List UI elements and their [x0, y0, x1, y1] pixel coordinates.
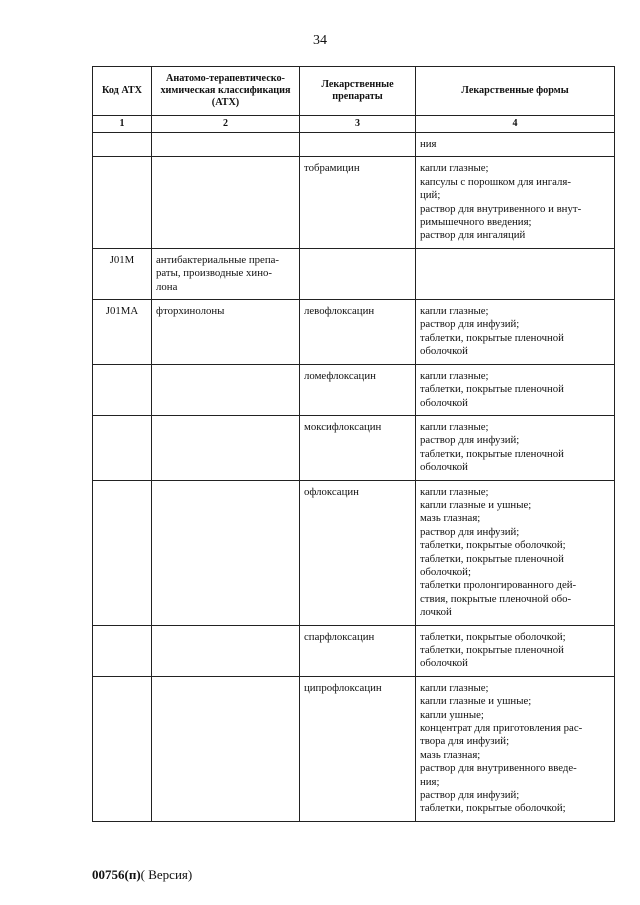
column-number: 4 [416, 116, 615, 133]
atc-code-cell [93, 133, 152, 157]
dosage-forms-cell: ния [416, 133, 615, 157]
table-header-row [93, 67, 615, 116]
atc-code-cell [93, 480, 152, 625]
column-number: 2 [152, 116, 300, 133]
dosage-forms-cell: капли глазные; капли глазные и ушные; капли ушные; концентрат для приготовления рас- твора для инфузий; мазь глазная; раствор для внутривенного введе- ния; раствор для инфузий; таблетки, покрытые оболочкой; [416, 676, 615, 821]
page-number: 34 [313, 33, 327, 48]
dosage-forms-cell: капли глазные; капсулы с порошком для ингаля- ций; раствор для внутривенного и внут- римышечного введения; раствор для ингаляций [416, 157, 615, 248]
header-dosage-forms: Лекарственные формы [416, 67, 615, 116]
atc-class-cell [152, 480, 300, 625]
column-number-row [93, 116, 615, 133]
header-atc-classification: Анатомо-терапевтическо-химическая классификация (АТХ) [152, 67, 300, 116]
drug-cell: моксифлоксацин [300, 415, 416, 480]
atc-code-cell: J01MA [93, 300, 152, 365]
atc-class-cell [152, 157, 300, 248]
atc-class-cell: фторхинолоны [152, 300, 300, 365]
table-row [93, 364, 615, 415]
drug-cell [300, 248, 416, 299]
table-row [93, 300, 615, 365]
header-atc-code: Код АТХ [93, 67, 152, 116]
table-row [93, 415, 615, 480]
drug-cell: офлоксацин [300, 480, 416, 625]
atc-class-cell [152, 676, 300, 821]
atc-code-cell: J01M [93, 248, 152, 299]
drug-cell: ломефлоксацин [300, 364, 416, 415]
drug-cell: ципрофлоксацин [300, 676, 416, 821]
document-footer [92, 867, 192, 883]
atc-class-cell [152, 364, 300, 415]
atc-class-cell: антибактериальные препа- раты, производные хино- лона [152, 248, 300, 299]
table-row [93, 157, 615, 248]
dosage-forms-cell [416, 248, 615, 299]
atc-code-cell [93, 157, 152, 248]
dosage-forms-cell: капли глазные; раствор для инфузий; таблетки, покрытые пленочной оболочкой [416, 300, 615, 365]
table-row [93, 676, 615, 821]
atc-code-cell [93, 676, 152, 821]
header-drugs: Лекарственные препараты [300, 67, 416, 116]
document-code: 00756(п) [92, 867, 141, 882]
drug-cell: левофлоксацин [300, 300, 416, 365]
table-row [93, 248, 615, 299]
atc-code-cell [93, 415, 152, 480]
drug-cell [300, 133, 416, 157]
atc-drug-table [92, 66, 615, 822]
atc-class-cell [152, 415, 300, 480]
atc-code-cell [93, 625, 152, 676]
column-number: 1 [93, 116, 152, 133]
dosage-forms-cell: капли глазные; капли глазные и ушные; мазь глазная; раствор для инфузий; таблетки, покрытые оболочкой; таблетки, покрытые пленочной оболочкой; таблетки пролонгированного дей- ствия, покрытые пленочной обо- лочкой [416, 480, 615, 625]
drug-cell: спарфлоксацин [300, 625, 416, 676]
atc-code-cell [93, 364, 152, 415]
drug-cell: тобрамицин [300, 157, 416, 248]
dosage-forms-cell: капли глазные; таблетки, покрытые пленочной оболочкой [416, 364, 615, 415]
atc-class-cell [152, 133, 300, 157]
column-number: 3 [300, 116, 416, 133]
document-version: ( Версия) [140, 867, 193, 882]
dosage-forms-cell: таблетки, покрытые оболочкой; таблетки, покрытые пленочной оболочкой [416, 625, 615, 676]
table-row [93, 625, 615, 676]
table-row [93, 480, 615, 625]
atc-class-cell [152, 625, 300, 676]
table-row [93, 133, 615, 157]
dosage-forms-cell: капли глазные; раствор для инфузий; таблетки, покрытые пленочной оболочкой [416, 415, 615, 480]
